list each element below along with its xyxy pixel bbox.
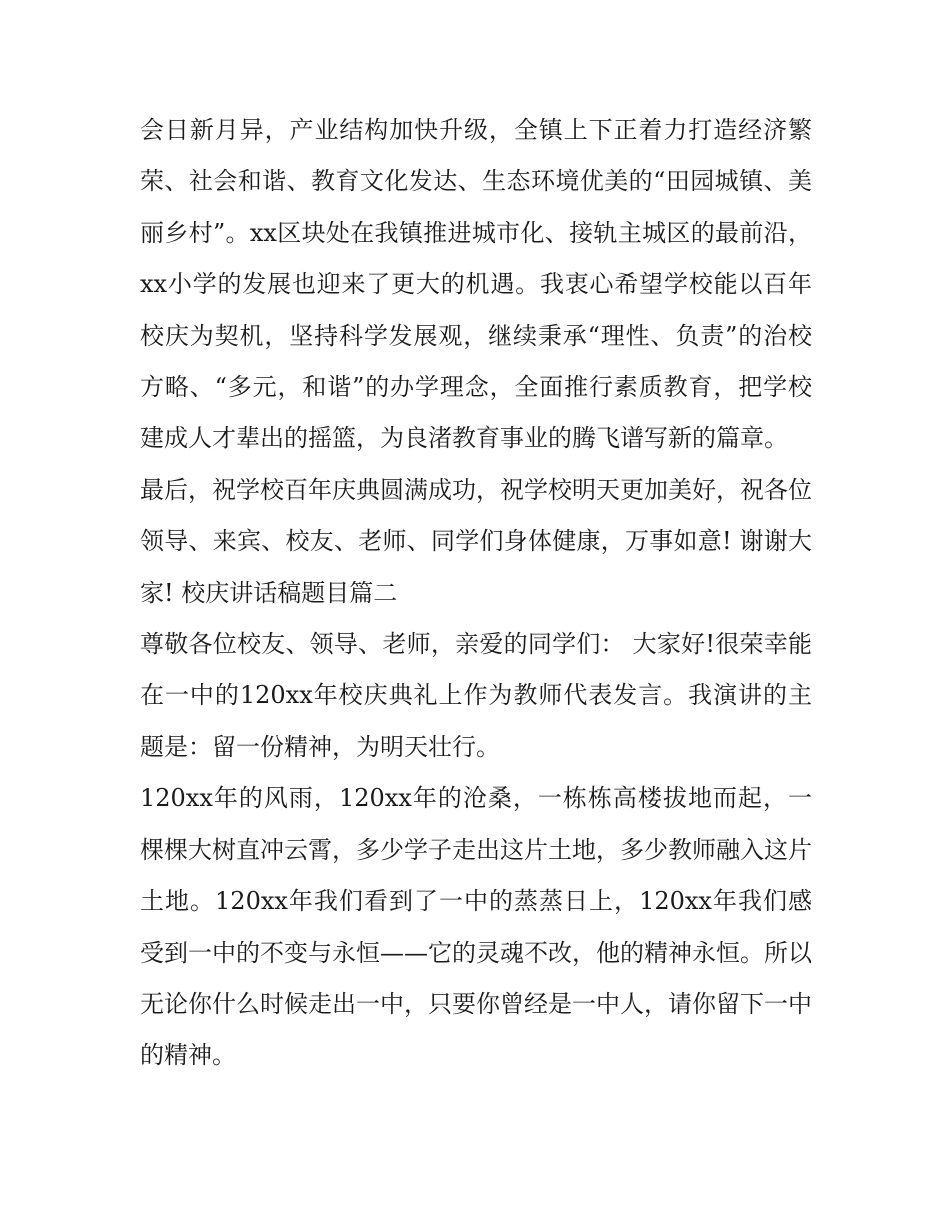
paragraph-4: 120xx年的风雨，120xx年的沧桑，一栋栋高楼拔地而起，一棵棵大树直冲云霄，多少学子走出这片土地，多少教师融入这片土地。120xx年我们看到了一中的蒸蒸日上，120xx年我们感受到一中的不变与永恒——它的灵魂不改，他的精神永恒。所以无论你什么时候走出一中，只要你曾经是一中人，请你留下一中的精神。 xyxy=(140,784,812,1070)
document-body xyxy=(140,105,812,1082)
paragraph-3: 尊敬各位校友、领导、老师，亲爱的同学们： 大家好!很荣幸能在一中的120xx年校庆典礼上作为教师代表发言。我演讲的主题是：留一份精神，为明天壮行。 xyxy=(140,630,812,761)
paragraph-1: 会日新月异，产业结构加快升级，全镇上下正着力打造经济繁荣、社会和谐、教育文化发达、生态环境优美的“田园城镇、美丽乡村”。xx区块处在我镇推进城市化、接轨主城区的最前沿，xx小学的发展也迎来了更大的机遇。我衷心希望学校能以百年校庆为契机，坚持科学发展观，继续秉承“理性、负责”的治校方略、“多元，和谐”的办学理念，全面推行素质教育，把学校建成人才辈出的摇篮，为良渚教育事业的腾飞谱写新的篇章。 xyxy=(140,116,812,453)
paragraph-2: 最后，祝学校百年庆典圆满成功，祝学校明天更加美好，祝各位领导、来宾、校友、老师、同学们身体健康，万事如意! 谢谢大家! 校庆讲话稿题目篇二 xyxy=(140,475,812,607)
